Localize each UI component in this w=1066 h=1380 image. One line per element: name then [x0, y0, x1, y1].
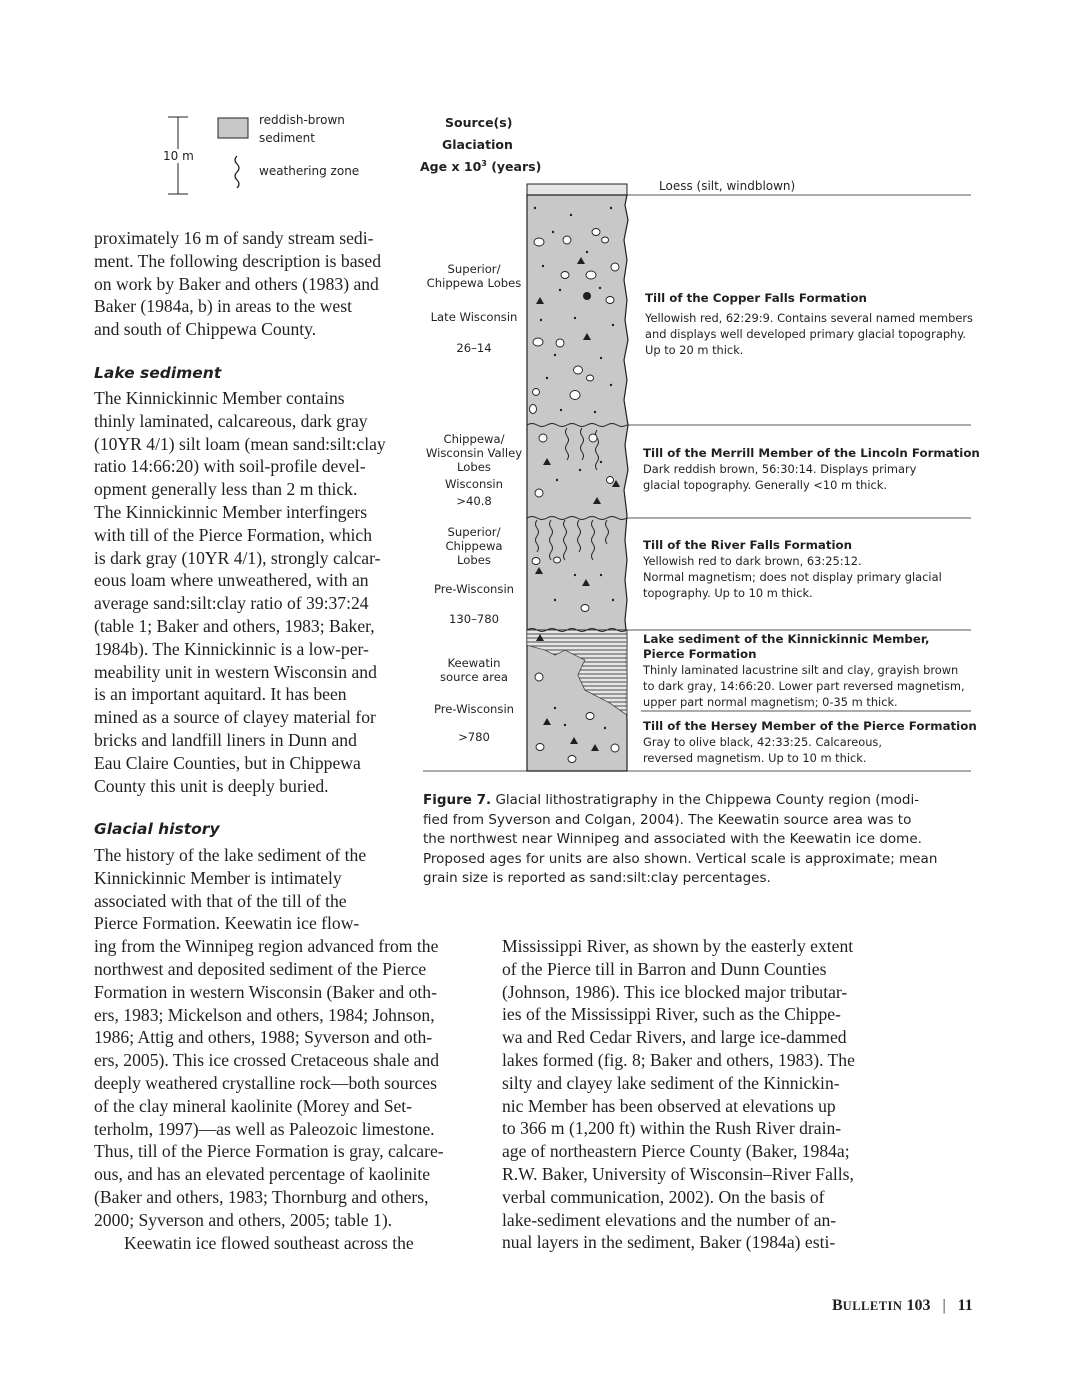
- unit5-description: Till of the Hersey Member of the Pierce Formation Gray to olive black, 42:33:25. Calcareous, reversed magnetism. Up to 10 m thick.: [643, 719, 977, 765]
- legend-weathering-label: weathering zone: [259, 164, 360, 178]
- loess-layer: [527, 184, 627, 195]
- unit3-age: 130–780: [448, 612, 500, 626]
- unit1-age: 26–14: [456, 341, 492, 355]
- legend-sediment-label-1: reddish-brown: [259, 113, 345, 127]
- paragraph-4-first-line: Keewatin ice flowed southeast across the: [124, 1232, 414, 1253]
- heading-lake-sediment: Lake sediment: [94, 364, 222, 382]
- figure-caption: Figure 7. Glacial lithostratigraphy in the Chippewa County region (modi- fied from Syverson and Colgan, 2004). The Keewatin source area was to the northwest near Winnipeg and associated with the Keewatin ice dome. Proposed ages for units are also shown. Vertical scale is approximate; mean grain size is reported as sand:silt:clay percentages.: [423, 792, 938, 887]
- paragraph-1: proximately 16 m of sandy stream sedi- ment. The following description is based on work by Baker and others (1983) and Baker (1984a, b) in areas to the west and south of Chippewa County.: [94, 228, 381, 340]
- unit1-source: Superior/ Chippewa Lobes: [426, 262, 522, 290]
- caption-label: Figure 7.: [423, 792, 492, 808]
- unit2-description: Till of the Merrill Member of the Lincoln Formation Dark reddish brown, 56:30:14. Displays primary glacial topography. Generally <10 m thick.: [643, 446, 980, 492]
- unit1-description: Till of the Copper Falls Formation Yellowish red, 62:29:9. Contains several named members and displays well developed primary glacial topography. Up to 20 m thick.: [645, 291, 973, 357]
- header-age: Age x $10^3$ (years): [420, 159, 542, 175]
- unit2-age: >40.8: [456, 494, 492, 508]
- page-number: 11: [957, 1297, 973, 1314]
- bulletin-label: BULLETIN: [832, 1297, 903, 1314]
- paragraph-3: The history of the lake sediment of the Kinnickinnic Member is intimately associated with that of the till of the Pierce Formation. Keewatin ice flow- ing from the Winnipeg region advanced from the northwest and deposited sediment of the Pierce Formation in western Wisconsin (Baker and oth- ers, 1983; Mickelson and others, 1984; Johnson, 1986; Attig and others, 1988; Syverson and oth- ers, 2005). This ice crossed Cretaceous shale and deeply weathered crystalline rock—both sources of the clay mineral kaolinite (Morey and Set- terholm, 1997)—as well as Paleozoic limestone. Thus, till of the Pierce Formation is gray, calcare- ous, and has an elevated percentage of kaolinite (Baker and others, 1983; Thornburg and others, 2000; Syverson and others, 2005; table 1). Keewatin ice flowed southeast across the: [94, 845, 444, 1253]
- footer-separator: |: [942, 1297, 946, 1314]
- unit4-glaciation: Pre-Wisconsin: [433, 702, 515, 716]
- bulletin-number: 103: [906, 1297, 931, 1314]
- unit4-source: Keewatin source area: [439, 656, 509, 684]
- page-footer: [832, 1297, 973, 1315]
- legend-sediment-label-2: sediment: [259, 131, 315, 145]
- unit4-description: Lake sediment of the Kinnickinnic Member, Pierce Formation Thinly laminated lacustrine silt and clay, grayish brown to dark gray, 14:66:20. Lower part reversed magnetism, upper part normal magnetism; 0-35 m thick.: [643, 632, 965, 709]
- unit4-age: >780: [458, 730, 490, 744]
- unit3-source: Superior/ Chippewa Lobes: [445, 525, 503, 567]
- unit2-glaciation: Wisconsin: [445, 477, 503, 491]
- heading-glacial-history: Glacial history: [94, 820, 220, 838]
- unit2-source: Chippewa/ Wisconsin Valley Lobes: [425, 432, 523, 474]
- loess-label: Loess (silt, windblown): [659, 179, 796, 193]
- weathering-wavy-icon: [235, 156, 239, 188]
- unit3-glaciation: Pre-Wisconsin: [433, 582, 515, 596]
- header-source: Source(s): [445, 115, 513, 130]
- unit1-glaciation: Late Wisconsin: [430, 310, 518, 324]
- scale-label: 10 m: [163, 149, 194, 163]
- sediment-swatch: [218, 118, 248, 138]
- paragraph-2: The Kinnickinnic Member contains thinly laminated, calcareous, dark gray (10YR 4/1) silt loam (mean sand:silt:clay ratio 14:66:20) with soil-profile devel- opment generally less than 2 m thick. The Kinnickinnic Member interfingers with till of the Pierce Formation, which is dark gray (10YR 4/1), strongly calcar- eous loam where unweathered, with an average sand:silt:clay ratio of 39:37:24 (table 1; Baker and others, 1983; Baker, 1984b). The Kinnickinnic is a low-per- meability unit in western Wisconsin and is an important aquitard. It has been mined as a source of clayey material for bricks and landfill liners in Dunn and Eau Claire Counties, but in Chippewa County this unit is deeply buried.: [94, 388, 386, 796]
- header-glaciation: Glaciation: [442, 137, 513, 152]
- unit3-description: Till of the River Falls Formation Yellowish red to dark brown, 63:25:12. Normal magnetism; does not display primary glacial topography. Up to 10 m thick.: [643, 538, 942, 600]
- paragraph-col2: Mississippi River, as shown by the easterly extent of the Pierce till in Barron and Dunn Counties (Johnson, 1986). This ice blocked major tributar- ies of the Mississippi River, such as the Chippe- wa and Red Cedar Rivers, and large ice-dammed lakes formed (fig. 8; Baker and others, 1983). The silty and clayey lake sediment of the Kinnickin- nic Member has been observed at elevations up to 366 m (1,200 ft) within the Rush River drain- age of northeastern Pierce County (Baker, 1984a; R.W. Baker, University of Wisconsin–River Falls, verbal communication, 2002). On the basis of lake-sediment elevations and the number of an- nual layers in the sediment, Baker (1984a) esti-: [502, 936, 855, 1253]
